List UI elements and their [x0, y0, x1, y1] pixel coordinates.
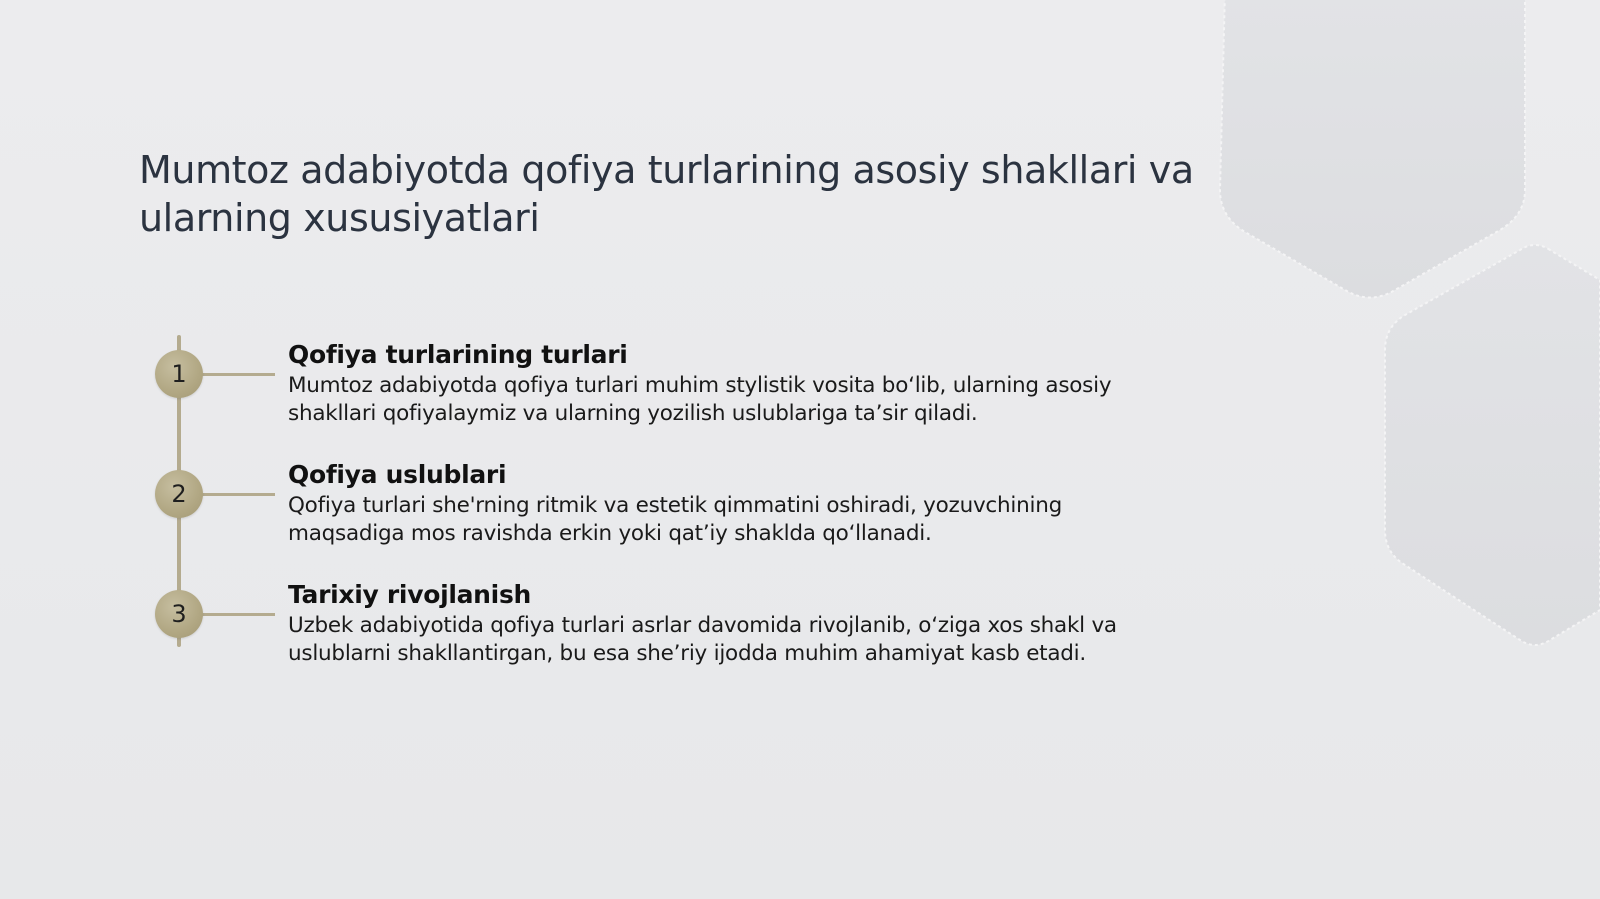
step-description: Uzbek adabiyotida qofiya turlari asrlar davomida rivojlanib, o‘ziga xos shakl va uslublarni shakllantirgan, bu esa she’riy ijodda muhim ahamiyat kasb etadi. [288, 613, 1117, 666]
step-heading: Qofiya turlarining turlari [288, 340, 628, 369]
step-number-badge: 1 [155, 350, 203, 398]
step-connector [201, 373, 275, 376]
step-connector [201, 613, 275, 616]
step-description: Mumtoz adabiyotda qofiya turlari muhim stylistik vosita bo‘lib, ularning asosiy shakllari qofiyalaymiz va ularning yozilish uslublariga ta’sir qiladi. [288, 373, 1112, 426]
step-number-badge: 2 [155, 470, 203, 518]
step-connector [201, 493, 275, 496]
step-number-badge: 3 [155, 590, 203, 638]
hexagon-shape-bottom [1385, 245, 1600, 645]
hexagon-shape-top [1220, 0, 1525, 298]
step-heading: Qofiya uslublari [288, 460, 507, 489]
step-content [288, 338, 1118, 428]
step-content [288, 458, 1118, 548]
step-content [288, 578, 1118, 668]
step-description: Qofiya turlari she'rning ritmik va estetik qimmatini oshiradi, yozuvchining maqsadiga mos ravishda erkin yoki qat’iy shaklda qo‘llanadi. [288, 493, 1062, 546]
step-heading: Tarixiy rivojlanish [288, 580, 532, 609]
slide-title: Mumtoz adabiyotda qofiya turlarining asosiy shakllari va ularning xususiyatlari [139, 148, 1194, 240]
